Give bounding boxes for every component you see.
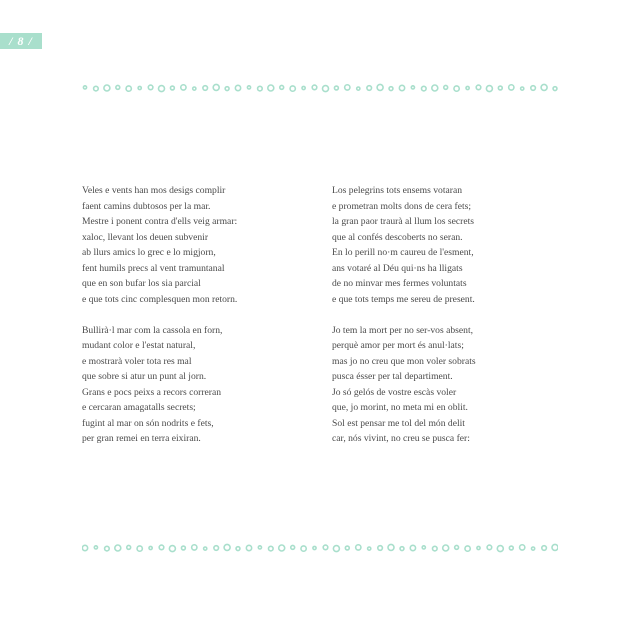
dotted-border-bottom: [82, 543, 558, 553]
border-dot: [333, 546, 339, 552]
border-dot: [410, 545, 415, 550]
border-dot: [258, 546, 261, 549]
border-dot: [290, 86, 295, 91]
border-dot: [82, 545, 87, 550]
poem-line: per gran remei en terra eixiran.: [82, 433, 201, 444]
poem-line: Jo tem la mort per no ser-vos absent,: [332, 324, 474, 336]
border-dot: [105, 546, 110, 551]
border-dot: [389, 87, 393, 91]
border-dot: [279, 545, 285, 551]
poem-line: Grans e pocs peixs a recors correran: [82, 386, 222, 398]
border-dot: [509, 546, 513, 550]
poem-line: e que tots temps me sereu de present.: [332, 293, 475, 305]
border-dot: [552, 544, 558, 550]
border-dot: [280, 85, 284, 89]
border-dot: [487, 545, 492, 550]
poem-line: Los pelegrins tots ensems votaran: [332, 185, 463, 196]
page-number-tab: [0, 33, 42, 49]
border-dot: [532, 547, 535, 550]
poem-line: fent humils precs al vent tramuntanal: [82, 262, 225, 274]
border-dot: [138, 86, 141, 89]
poem-line: Bullirà·l mar com la cassola en forn,: [82, 324, 223, 336]
border-dot: [378, 546, 383, 551]
border-dot: [94, 86, 99, 91]
border-dot: [258, 86, 263, 91]
border-dot: [213, 84, 219, 90]
border-dot: [377, 84, 383, 90]
border-dot: [422, 546, 425, 549]
border-dot: [149, 546, 152, 549]
border-dot: [159, 545, 164, 550]
border-dot: [302, 86, 305, 89]
page-number: / 8 /: [9, 34, 33, 48]
poem-line: ans votaré al Déu qui·ns ha lligats: [332, 262, 463, 274]
border-dot: [169, 546, 175, 552]
poem-line: Jo só gelós de vostre escàs voler: [332, 386, 457, 398]
border-dot: [204, 547, 207, 550]
poem-right-column: [332, 183, 562, 462]
border-dot: [345, 85, 350, 90]
poem-line: que en son bufar los sia parcial: [82, 278, 201, 289]
border-dot: [116, 85, 120, 89]
border-dot: [236, 547, 240, 551]
border-dot: [521, 87, 524, 90]
poem-stanza: [332, 323, 562, 447]
border-dot: [465, 546, 470, 551]
border-dot: [115, 545, 121, 551]
border-dot: [323, 545, 328, 550]
border-dot: [269, 546, 274, 551]
poem-line: En lo perill no·m caureu de l'esment,: [332, 247, 474, 258]
border-dot: [192, 545, 197, 550]
border-dot: [291, 545, 295, 549]
border-dot: [235, 85, 240, 90]
border-dot: [301, 546, 306, 551]
border-dot: [345, 546, 349, 550]
border-dot: [422, 86, 427, 91]
poem-line: que sobre si atur un punt al jorn.: [82, 371, 207, 382]
border-dot: [203, 86, 208, 91]
border-dot: [181, 546, 185, 550]
border-dot: [520, 545, 525, 550]
border-dot: [323, 86, 329, 92]
border-dot: [367, 86, 372, 91]
border-dot: [497, 546, 503, 552]
border-dot: [454, 86, 459, 91]
border-dot: [399, 85, 404, 90]
dotted-border-top: [82, 83, 558, 93]
border-dot: [444, 85, 448, 89]
border-dot: [137, 546, 142, 551]
border-dot: [388, 544, 394, 550]
poem-line: la gran paor traurà al llum los secrets: [332, 216, 474, 227]
poem-line: que al confés descoberts no seran.: [332, 231, 463, 243]
poem-left-column: [82, 183, 312, 462]
border-dot: [313, 546, 316, 549]
border-dot: [127, 545, 131, 549]
border-dot: [246, 545, 251, 550]
poem-line: car, nós vivint, no creu se pusca fer:: [332, 433, 470, 444]
poem-line: fugint al mar on són nodrits e fets,: [82, 417, 214, 429]
poem-line: Mestre i ponent contra d'ells veig armar:: [82, 216, 238, 227]
poem-line: ab llurs amics lo grec e lo migjorn,: [82, 247, 216, 258]
border-dot: [477, 546, 480, 549]
poem-line: pusca ésser per tal departiment.: [332, 371, 453, 382]
poem-line: e cercaran amagatalls secrets;: [82, 402, 196, 413]
poem-line: Veles e vents han mos desigs complir: [82, 185, 226, 196]
border-dot: [553, 87, 557, 91]
poem-stanza: [332, 183, 562, 307]
border-dot: [312, 85, 317, 90]
border-dot: [486, 86, 492, 92]
poem-stanza: [82, 183, 312, 307]
poem-line: faent camins dubtosos per la mar.: [82, 200, 211, 212]
border-dot: [104, 85, 110, 91]
dotted-border-top-svg: [82, 83, 558, 93]
border-dot: [455, 545, 459, 549]
poem-line: xaloc, llevant los deuen subvenir: [82, 231, 209, 243]
border-dot: [432, 85, 438, 91]
border-dot: [368, 547, 371, 550]
border-dot: [531, 86, 536, 91]
poem-line: perquè amor per mort és anul·lats;: [332, 340, 464, 351]
poem-line: e mostrarà voler tota res mal: [82, 355, 192, 367]
border-dot: [214, 546, 219, 551]
poem-line: de no minvar mes fermes voluntats: [332, 278, 467, 289]
border-dot: [498, 86, 502, 90]
border-dot: [126, 86, 131, 91]
border-dot: [94, 546, 97, 549]
poem-line: que, jo morint, no meta mi en oblit.: [332, 402, 468, 413]
poem-line: mas jo no creu que mon voler sobrats: [332, 355, 476, 367]
border-dot: [542, 546, 547, 551]
poem-line: Sol est pensar me tol del món delit: [332, 417, 465, 429]
poem-stanza: [82, 323, 312, 447]
border-dot: [356, 545, 361, 550]
border-dot: [411, 86, 414, 89]
poem-line: mudant color e l'estat natural,: [82, 340, 196, 351]
poem-line: e que tots cinc complesquen mon retorn.: [82, 293, 238, 305]
border-dot: [247, 86, 250, 89]
border-dot: [541, 84, 547, 90]
border-dot: [466, 86, 469, 89]
border-dot: [148, 85, 153, 90]
border-dot: [433, 546, 438, 551]
border-dot: [170, 86, 174, 90]
border-dot: [181, 85, 186, 90]
border-dot: [443, 545, 449, 551]
border-dot: [225, 87, 229, 91]
border-dot: [159, 86, 165, 92]
border-dot: [224, 544, 230, 550]
border-dot: [268, 85, 274, 91]
dotted-border-bottom-svg: [82, 543, 558, 553]
border-dot: [476, 85, 481, 90]
poem-line: e prometran molts dons de cera fets;: [332, 200, 472, 212]
border-dot: [400, 547, 404, 551]
border-dot: [334, 86, 338, 90]
border-dot: [509, 85, 514, 90]
border-dot: [83, 86, 86, 89]
border-dot: [193, 87, 196, 90]
border-dot: [357, 87, 360, 90]
